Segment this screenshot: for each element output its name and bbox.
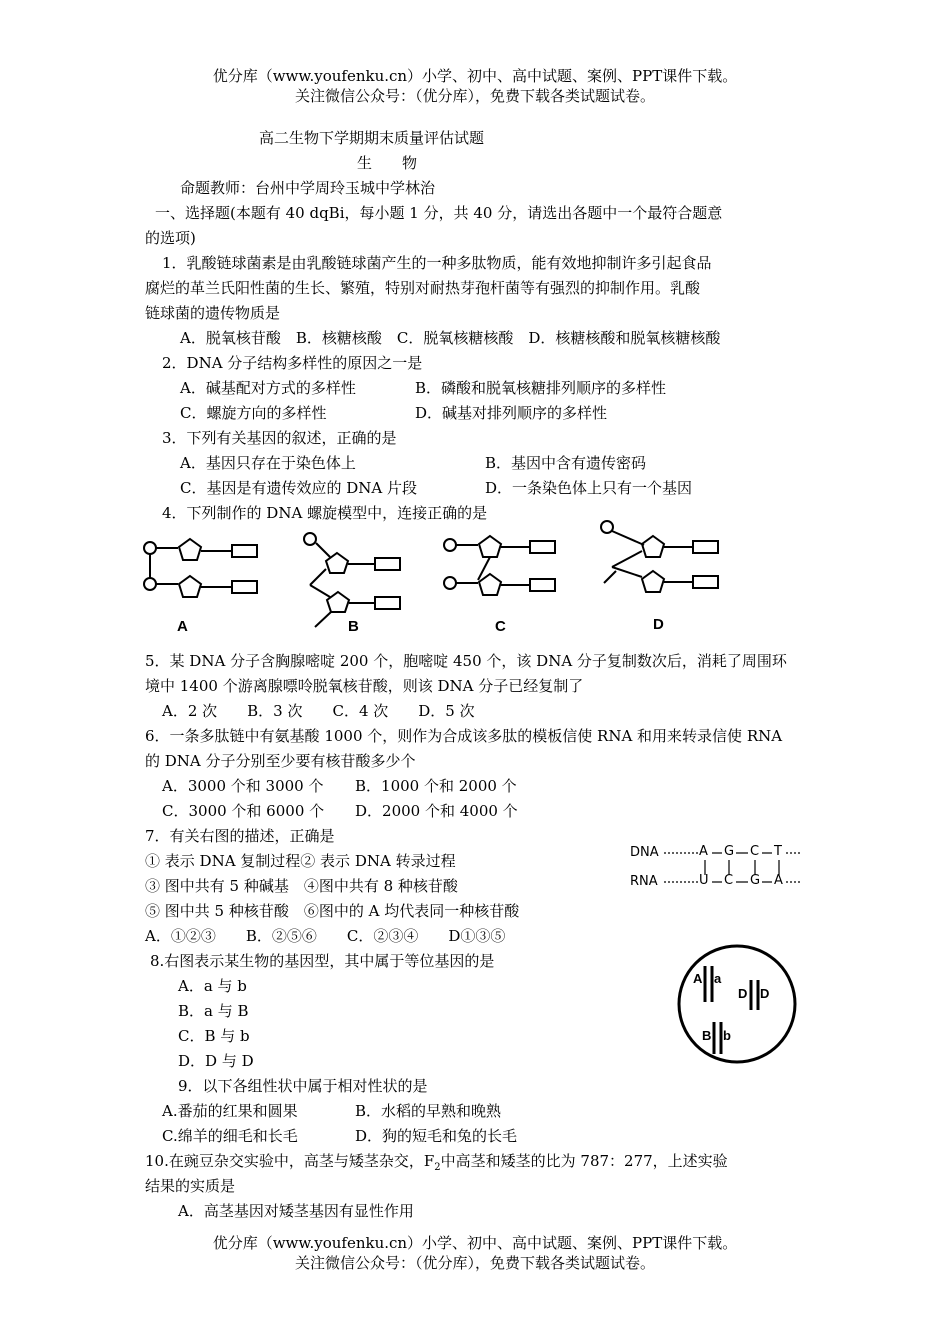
authors-line: 命题教师：台州中学周玲玉城中学林治 [180, 179, 436, 197]
dna-model-d [601, 521, 718, 592]
dna-model-c [444, 536, 555, 595]
dna-model-figure [130, 515, 730, 640]
q6-stem: 6．一条多肽链中有氨基酸 1000 个，则作为合成该多肽的模板信使 RNA 和用来转录信使 RNA [145, 727, 783, 745]
q6-option-c: C．3000 个和 6000 个 [162, 802, 325, 820]
rna-base: A [774, 873, 783, 888]
q10-stem [145, 1151, 728, 1178]
rna-base: C [724, 873, 734, 888]
subject-title: 生 物 [357, 154, 418, 172]
q8-stem: 8.右图表示某生物的基因型，其中属于等位基因的是 [150, 952, 495, 970]
allele-label: D [738, 986, 748, 1001]
q6-option-b: B．1000 个和 2000 个 [355, 777, 517, 795]
q2-option-a: A．碱基配对方式的多样性 [180, 379, 356, 397]
q3-option-a: A．基因只存在于染色体上 [180, 454, 356, 472]
q9-option-b: B．水稻的早熟和晚熟 [355, 1102, 502, 1120]
q5-stem-2: 境中 1400 个游离腺嘌呤脱氧核苷酸，则该 DNA 分子已经复制了 [145, 677, 584, 695]
footer-line-2: 关注微信公众号：（优分库），免费下载各类试题试卷。 [294, 1254, 655, 1272]
q3-option-c: C．基因是有遗传效应的 DNA 片段 [180, 479, 417, 497]
q2-option-d: D．碱基对排列顺序的多样性 [415, 404, 608, 422]
q5-options: A．2 次 B．3 次 C．4 次 D．5 次 [162, 702, 475, 720]
q1-stem-2: 腐烂的革兰氏阳性菌的生长、繁殖，特别对耐热芽孢杆菌等有强烈的抑制作用。乳酸 [145, 279, 701, 297]
q1-stem-3: 链球菌的遗传物质是 [145, 304, 281, 322]
dna-model-b [304, 533, 400, 627]
footer-line-1: 优分库（www.youfenku.cn）小学、初中、高中试题、案例、PPT课件下载。 [212, 1234, 738, 1252]
q2-option-b: B．磷酸和脱氧核糖排列顺序的多样性 [415, 379, 667, 397]
allele-label: a [714, 971, 722, 986]
q10-stem-part: 中高茎和矮茎的比为 787：277，上述实验 [440, 1152, 728, 1170]
q3-option-b: B．基因中含有遗传密码 [485, 454, 647, 472]
q9-stem: 9．以下各组性状中属于相对性状的是 [178, 1077, 428, 1095]
base-pair-lines [660, 842, 810, 892]
dna-base: C [750, 844, 760, 859]
q10-subscript: 2 [434, 1162, 441, 1173]
q3-option-d: D．一条染色体上只有一个基因 [485, 479, 693, 497]
q7-options: A．①②③ B．②⑤⑥ C．②③④ D①③⑤ [145, 927, 506, 945]
cell-outline [665, 940, 815, 1070]
q8-option-d: D．D 与 D [178, 1052, 254, 1070]
q7-statement-3: ⑤ 图中共 5 种核苷酸 ⑥图中的 A 均代表同一种核苷酸 [145, 902, 520, 920]
q5-stem: 5．某 DNA 分子含胸腺嘧啶 200 个，胞嘧啶 450 个，该 DNA 分子复制数次后，消耗了周围环 [145, 652, 787, 670]
section-heading: 一、选择题(本题有 40 dqBi，每小题 1 分，共 40 分，请选出各题中一个最符合题意 [155, 204, 723, 222]
q7-statement-2: ③ 图中共有 5 种碱基 ④图中共有 8 种核苷酸 [145, 877, 458, 895]
dna-base: G [724, 844, 735, 859]
dna-base: A [699, 844, 708, 859]
rna-label: RNA [630, 874, 658, 889]
q10-option-a: A．高茎基因对矮茎基因有显性作用 [178, 1202, 414, 1220]
q9-option-a: A.番茄的红果和圆果 [162, 1102, 298, 1120]
page-title: 高二生物下学期期末质量评估试题 [259, 129, 485, 147]
q7-statement-1: ① 表示 DNA 复制过程② 表示 DNA 转录过程 [145, 852, 456, 870]
header-line-2: 关注微信公众号：（优分库），免费下载各类试题试卷。 [294, 87, 655, 105]
q3-stem: 3．下列有关基因的叙述，正确的是 [162, 429, 397, 447]
dna-model-a [144, 539, 257, 597]
rna-base: G [750, 873, 761, 888]
q4-label-b: B [348, 618, 359, 635]
q4-label-a: A [177, 618, 188, 635]
dna-label: DNA [630, 845, 659, 860]
q9-option-c: C.绵羊的细毛和长毛 [162, 1127, 298, 1145]
q4-label-d: D [653, 616, 664, 633]
section-heading-cont: 的选项) [145, 229, 196, 247]
q8-option-c: C．B 与 b [178, 1027, 250, 1045]
q10-stem-part: 10.在豌豆杂交实验中，高茎与矮茎杂交，F [145, 1152, 435, 1170]
q1-stem: 1．乳酸链球菌素是由乳酸链球菌产生的一种多肽物质，能有效地抑制许多引起食品 [162, 254, 712, 272]
q4-label-c: C [495, 618, 506, 635]
q6-option-a: A．3000 个和 3000 个 [162, 777, 324, 795]
rna-base: U [699, 873, 709, 888]
q4-stem: 4．下列制作的 DNA 螺旋模型中，连接正确的是 [162, 504, 488, 522]
allele-label: A [693, 971, 703, 986]
q2-stem: 2．DNA 分子结构多样性的原因之一是 [162, 354, 423, 372]
q2-option-c: C．螺旋方向的多样性 [180, 404, 327, 422]
header-line-1: 优分库（www.youfenku.cn）小学、初中、高中试题、案例、PPT课件下载。 [212, 67, 738, 85]
q10-stem-2: 结果的实质是 [145, 1177, 236, 1195]
allele-label: D [760, 986, 770, 1001]
allele-label: B [702, 1028, 712, 1043]
q6-option-d: D．2000 个和 4000 个 [355, 802, 518, 820]
dna-base: T [774, 844, 782, 859]
q6-stem-2: 的 DNA 分子分别至少要有核苷酸多少个 [145, 752, 416, 770]
allele-label: b [723, 1028, 731, 1043]
q8-option-b: B．a 与 B [178, 1002, 249, 1020]
q7-stem: 7．有关右图的描述，正确是 [145, 827, 335, 845]
q9-option-d: D．狗的短毛和兔的长毛 [355, 1127, 518, 1145]
q8-option-a: A．a 与 b [178, 977, 247, 995]
q1-options: A．脱氧核苷酸 B．核糖核酸 C．脱氧核糖核酸 D．核糖核酸和脱氧核糖核酸 [180, 329, 721, 347]
